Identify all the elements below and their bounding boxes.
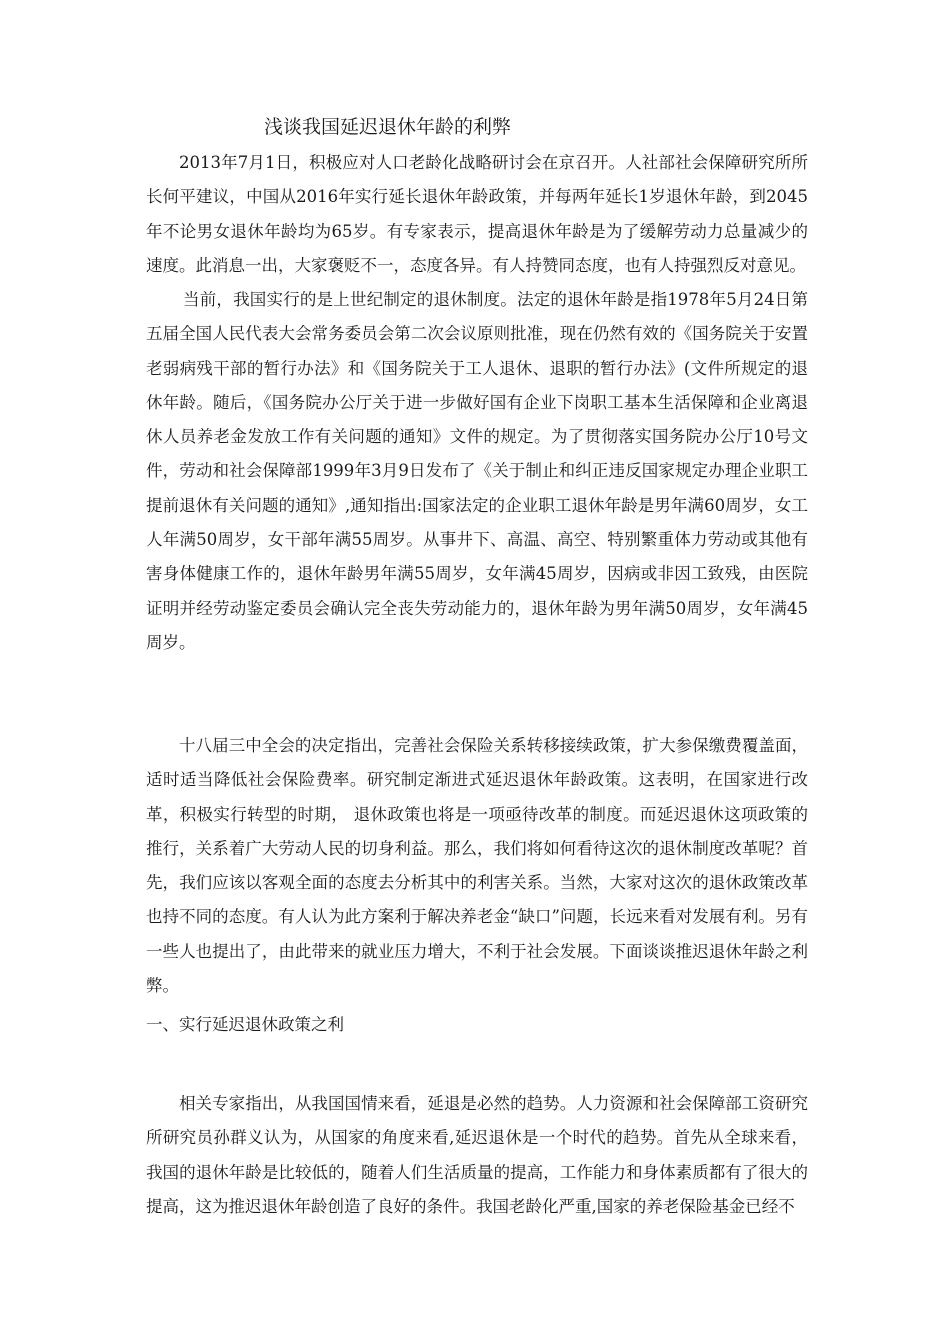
document-title: 浅谈我国延迟退休年龄的利弊 <box>264 116 512 138</box>
paragraph-current-system: 当前，我国实行的是上世纪制定的退休制度。法定的退休年龄是指1978年5月24日第五届全国人民代表大会常务委员会第二次会议原则批准，现在仍然有效的《国务院关于安置老弱病残干部的暂行办法》和《国务院关于工人退休、退职的暂行办法》(文件所规定的退休年龄。随后，《国务院办公厅关于进一步做好国有企业下岗职工基本生活保障和企业离退休人员养老金发放工作有关问题的通知》文件的规定。为了贯彻落实国务院办公厅10号文件，劳动和社会保障部1999年3月9日发布了《关于制止和纠正违反国家规定办理企业职工提前退休有关问题的通知》,通知指出:国家法定的企业职工退休年龄是男年满60周岁，女工人年满50周岁，女干部年满55周岁。从事井下、高温、高空、特别繁重体力劳动或其他有害身体健康工作的，退休年龄男年满55周岁，女年满45周岁，因病或非因工致残，由医院证明并经劳动鉴定委员会确认完全丧失劳动能力的，退休年龄为男年满50周岁，女年满45周岁。 <box>146 290 808 652</box>
paragraph-intro: 2013年7月1日，积极应对人口老龄化战略研讨会在京召开。人社部社会保障研究所所长何平建议，中国从2016年实行延长退休年龄政策，并每两年延长1岁退休年龄，到2045年不论男女退休年龄均为65岁。有专家表示，提高退休年龄是为了缓解劳动力总量减少的速度。此消息一出，大家褒贬不一，态度各异。有人持赞同态度，也有人持强烈反对意见。 <box>146 153 808 275</box>
paragraph-reform: 十八届三中全会的决定指出，完善社会保险关系转移接续政策，扩大参保缴费覆盖面，适时适当降低社会保险费率。研究制定渐进式延迟退休年龄政策。这表明，在国家进行改革，积极实行转型的时期， 退休政策也将是一项亟待改革的制度。而延迟退休这项政策的推行，关系着广大劳动人民的切身利益。那么，我们将如何看待这次的退休制度改革呢？首先，我们应该以客观全面的态度去分析其中的利害关系。当然，大家对这次的退休政策改革也持不同的态度。有人认为此方案利于解决养老金“缺口”问题，长远来看对发展有利。另有一些人也提出了，由此带来的就业压力增大，不利于社会发展。下面谈谈推迟退休年龄之利弊。 <box>146 736 808 996</box>
section-heading: 一、实行延迟退休政策之利 <box>146 1015 344 1034</box>
paragraph-section-one: 相关专家指出，从我国国情来看，延退是必然的趋势。人力资源和社会保障部工资研究所研究员孙群义认为，从国家的角度来看,延迟退休是一个时代的趋势。首先从全球来看，我国的退休年龄是比较低的，随着人们生活质量的提高，工作能力和身体素质都有了很大的提高，这为推迟退休年龄创造了良好的条件。我国老龄化严重,国家的养老保险基金已经不 <box>146 1094 808 1216</box>
